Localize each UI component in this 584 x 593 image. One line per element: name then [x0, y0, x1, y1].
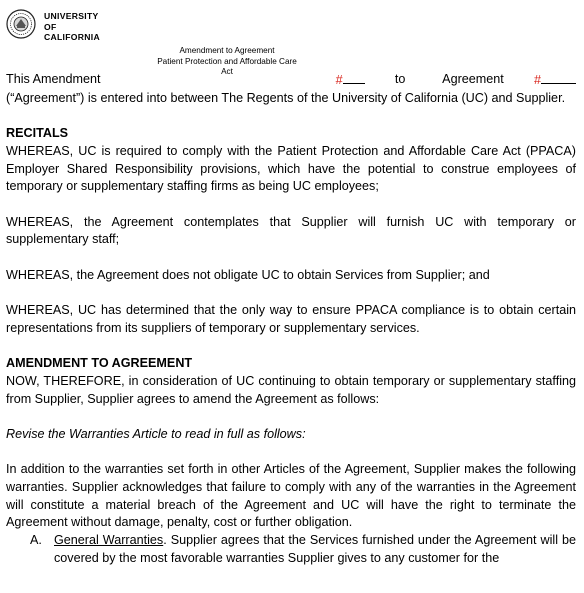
uc-seal-icon — [6, 9, 36, 39]
uc-logo — [6, 9, 100, 43]
recital-paragraph-4: WHEREAS, UC has determined that the only way to ensure PPACA compliance is to obtain certain representations from its suppliers of temporary or supplementary services. — [6, 303, 576, 335]
warranties-intro-paragraph: In addition to the warranties set forth in other Articles of the Agreement, Supplier makes the following warranties. Supplier acknowledges that failure to comply with any of the warranties in the Agreement will constitute a material breach of the Agreement and UC will have the right to terminate the Agreement without damage, penalty, cost or further obligation. — [6, 462, 576, 530]
title-line-3: Act — [221, 67, 233, 76]
logo-wordmark — [44, 11, 100, 43]
recital-paragraph-1: WHEREAS, UC is required to comply with the Patient Protection and Affordable Care Act (PPACA) Employer Shared Responsibility provisions, which have the potential to construe employees of temporary or supplementary staffing firms as being UC employees; — [6, 143, 576, 194]
title-line-1: Amendment to Agreement — [179, 46, 275, 55]
logo-line-3: CALIFORNIA — [44, 32, 100, 43]
logo-line-1: UNIVERSITY — [44, 11, 99, 21]
recitals-heading: RECITALS — [6, 126, 69, 141]
logo-line-2: OF — [44, 21, 57, 32]
general-warranties-title: General Warranties — [54, 533, 164, 548]
document-body — [6, 71, 576, 568]
amendment-paragraph-1: NOW, THEREFORE, in consideration of UC continuing to obtain temporary or supplementary staffing from Supplier, Supplier agrees to amend the Agreement as follows: — [6, 373, 576, 406]
intro-first-line — [6, 71, 576, 90]
list-marker-a: A. — [30, 533, 42, 548]
amendment-hash: # — [335, 73, 343, 87]
amendment-number-field[interactable] — [336, 71, 365, 90]
revise-instruction: Revise the Warranties Article to read in full as follows: — [6, 426, 306, 441]
agreement-hash: # — [533, 73, 541, 87]
intro-to-agreement: to Agreement — [394, 72, 504, 86]
list-item-general-warranties — [6, 532, 576, 567]
intro-paragraph: (“Agreement”) is entered into between The Regents of the University of California (UC) and Supplier. — [6, 90, 566, 105]
recital-paragraph-3: WHEREAS, the Agreement does not obligate UC to obtain Services from Supplier; and — [6, 267, 490, 282]
general-warranties-text: . Supplier agrees that the Services furnished under the Agreement will be covered by the most favorable warranties Supplier gives to any customer for the — [54, 533, 576, 565]
title-line-2: Patient Protection and Affordable Care — [157, 56, 297, 66]
agreement-number-field[interactable] — [534, 71, 576, 90]
amendment-heading: AMENDMENT TO AGREEMENT — [6, 356, 193, 371]
recital-paragraph-2: WHEREAS, the Agreement contemplates that Supplier will furnish UC with temporary or supplementary staff; — [6, 214, 576, 247]
intro-this-amendment: This Amendment — [6, 72, 101, 86]
